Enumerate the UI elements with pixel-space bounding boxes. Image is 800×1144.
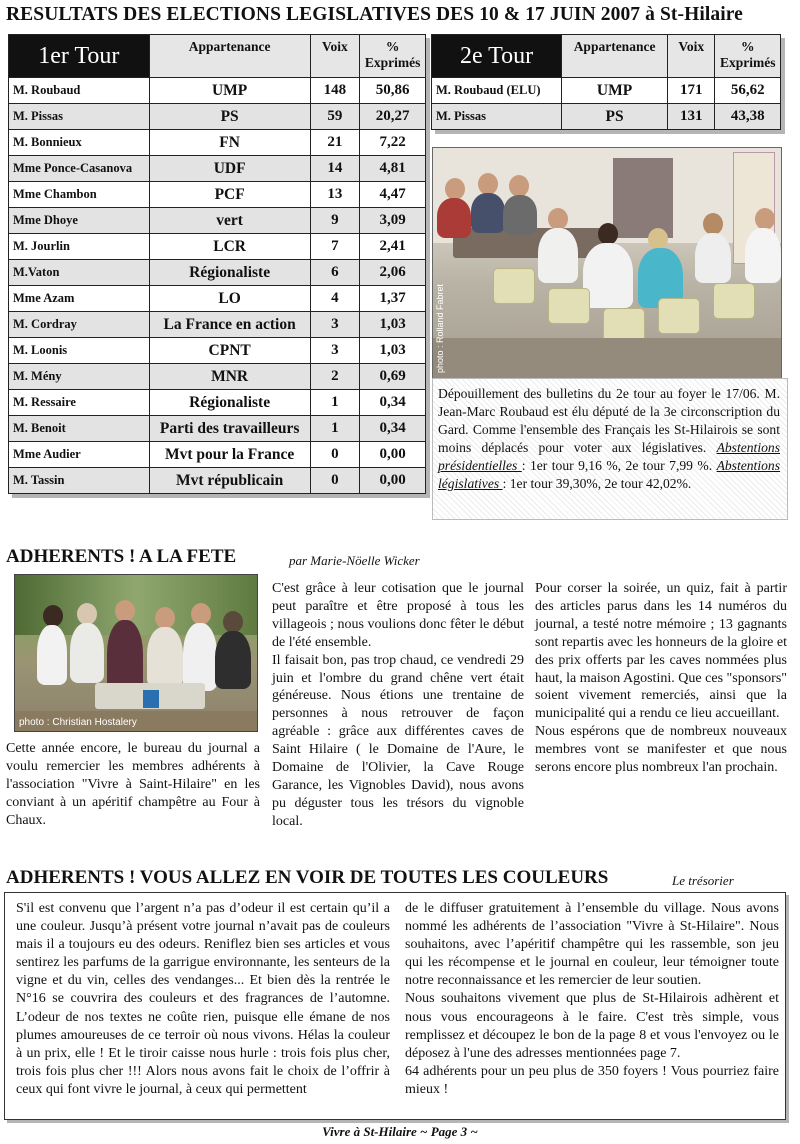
- candidate-votes: 0: [310, 468, 360, 494]
- candidate-percent: 50,86: [360, 78, 426, 104]
- candidate-party: CPNT: [149, 338, 310, 364]
- candidate-name: M. Loonis: [9, 338, 150, 364]
- candidate-votes: 3: [310, 338, 360, 364]
- candidate-name: M. Jourlin: [9, 234, 150, 260]
- candidate-votes: 59: [310, 104, 360, 130]
- candidate-votes: 1: [310, 416, 360, 442]
- table-header-row: [9, 35, 426, 78]
- candidate-name: Mme Azam: [9, 286, 150, 312]
- candidate-name: M. Pissas: [9, 104, 150, 130]
- paragraph: de le diffuser gratuitement à l’ensemble du village. Nous avons nommé les adhérents de l’association "Vivre à St-Hilaire". Nous souhaitons, avec l’apéritif champêtre qui les rassemble, son jeu qui les récompense et le journal en couleur, leur témoigner toute notre reconnaissance et les remercier de leur soutien.: [405, 901, 779, 989]
- photo-credit: photo : Rolland Fabret: [435, 283, 445, 373]
- article-couleurs-col1: S'il est convenu que l’argent n’a pas d’odeur il est certain qu’il a une couleur. Jusqu’à présent votre journal n’avait pas de couleurs mais il a toujours eu des odeurs. Reniflez bien ses articles et vous sentirez les parfums de la garrigue environnante, les senteurs de la vigne et du vin, celles des vendanges... Et bien dès la rentrée le N°16 se couvrira des couleurs et des fragrances de l’automne. L’odeur de nos textes ne coûte rien, puisque elle émane de nos plumes amoureuses de ce terroir où nous vivons. Hélas la couleur à un prix, elle ! Et le tiroir caisse nous hurle : trois fois plus cher, trois fois plus cher !!! Alors nous avons fait le choix de l’offrir à ceux qui font vivre le journal, à ceux qui permettent: [16, 901, 390, 1097]
- table-row: [9, 104, 426, 130]
- candidate-votes: 131: [668, 104, 715, 130]
- candidate-percent: 7,22: [360, 130, 426, 156]
- table-row: [9, 364, 426, 390]
- candidate-party: PCF: [149, 182, 310, 208]
- candidate-votes: 3: [310, 312, 360, 338]
- candidate-percent: 1,03: [360, 338, 426, 364]
- header-voix: Voix: [668, 35, 715, 78]
- caption-abstentions-leg-label: Abstentions législatives: [438, 458, 780, 492]
- candidate-name: M. Bonnieux: [9, 130, 150, 156]
- table-row: [9, 130, 426, 156]
- candidate-party: MNR: [149, 364, 310, 390]
- candidate-percent: 4,81: [360, 156, 426, 182]
- candidate-votes: 6: [310, 260, 360, 286]
- caption-abstentions-pres-label: Abstentions présidentielles: [438, 440, 780, 474]
- candidate-votes: 0: [310, 442, 360, 468]
- table-row: [9, 468, 426, 494]
- candidate-percent: 0,00: [360, 468, 426, 494]
- header-appartenance: Appartenance: [562, 35, 668, 78]
- table-row: [9, 156, 426, 182]
- candidate-party: vert: [149, 208, 310, 234]
- paragraph: Pour corser la soirée, un quiz, fait à partir des articles parus dans les 14 numéros du journal, a testé notre mémoire ; 13 gagnants sont repartis avec les honneurs de la gloire et des prix offerts par les caves nommées plus haut, la maison Agostini. Que ces "sponsors" soient vivement remerciés, ainsi que la municipalité qui a rendu ce lieu accueillant.: [535, 581, 787, 722]
- candidate-votes: 171: [668, 78, 715, 104]
- table-row: [9, 286, 426, 312]
- photo-caption: [438, 385, 780, 494]
- candidate-party: Mvt républicain: [149, 468, 310, 494]
- results-table-tour2: [431, 34, 781, 130]
- candidate-percent: 0,00: [360, 442, 426, 468]
- candidate-name: M. Benoit: [9, 416, 150, 442]
- candidate-party: UMP: [562, 78, 668, 104]
- candidate-name: Mme Dhoye: [9, 208, 150, 234]
- candidate-name: M. Ressaire: [9, 390, 150, 416]
- candidate-percent: 3,09: [360, 208, 426, 234]
- candidate-percent: 0,34: [360, 390, 426, 416]
- table-row: [9, 78, 426, 104]
- table-row: [9, 338, 426, 364]
- candidate-party: Parti des travailleurs: [149, 416, 310, 442]
- caption-text: Dépouillement des bulletins du 2e tour au foyer le 17/06. M. Jean-Marc Roubaud est élu député de la 3e circonscription du Gard. Comme l'ensemble des Français les St-Hilairois se sont moins déplacés pour voter aux législatives.: [438, 386, 780, 456]
- table-row: [9, 234, 426, 260]
- table-row: [9, 312, 426, 338]
- candidate-name: M. Roubaud: [9, 78, 150, 104]
- candidate-votes: 1: [310, 390, 360, 416]
- table-row: [9, 442, 426, 468]
- caption-abstentions-pres: : 1er tour 9,16 %, 2e tour 7,99 %.: [521, 458, 717, 474]
- table-row: [9, 390, 426, 416]
- table-row: [432, 78, 781, 104]
- candidate-votes: 9: [310, 208, 360, 234]
- candidate-party: LCR: [149, 234, 310, 260]
- candidate-name: M. Pissas: [432, 104, 562, 130]
- article-couleurs-col2: [405, 900, 779, 1099]
- article-fete-col3: [535, 580, 787, 777]
- candidate-name: M. Mény: [9, 364, 150, 390]
- paragraph: Il faisait bon, pas trop chaud, ce vendredi 29 juin et l'ombre du grand chêne vert était généreuse. Nous étions une trentaine de personnes à nous retrouver de façon agréable : grâce aux différentes caves de Saint Hilaire ( le Domaine de l'Aure, le Domaine de l'Olivier, la Cave Rouge Garance, les Vignobles David), nous avons pu déguster tous les trésors du vignoble local.: [272, 652, 524, 829]
- candidate-name: M. Cordray: [9, 312, 150, 338]
- paragraph: 64 adhérents pour un peu plus de 350 foyers ! Vous pourriez faire mieux !: [405, 1063, 779, 1097]
- vote-counting-photo: [432, 147, 782, 379]
- candidate-votes: 2: [310, 364, 360, 390]
- candidate-percent: 4,47: [360, 182, 426, 208]
- candidate-percent: 43,38: [715, 104, 781, 130]
- table-row: [432, 104, 781, 130]
- candidate-percent: 1,03: [360, 312, 426, 338]
- candidate-percent: 1,37: [360, 286, 426, 312]
- candidate-party: UDF: [149, 156, 310, 182]
- candidate-party: Régionaliste: [149, 390, 310, 416]
- header-appartenance: Appartenance: [149, 35, 310, 78]
- candidate-name: M. Roubaud (ELU): [432, 78, 562, 104]
- candidate-party: PS: [562, 104, 668, 130]
- page-footer: Vivre à St-Hilaire ~ Page 3 ~: [322, 1124, 478, 1139]
- candidate-percent: 56,62: [715, 78, 781, 104]
- header-pct: % Exprimés: [360, 35, 426, 78]
- photo-credit: photo : Christian Hostalery: [19, 717, 137, 728]
- table-row: [9, 208, 426, 234]
- table-row: [9, 416, 426, 442]
- candidate-percent: 2,06: [360, 260, 426, 286]
- candidate-name: M.Vaton: [9, 260, 150, 286]
- results-table-tour1: [8, 34, 426, 494]
- candidate-votes: 4: [310, 286, 360, 312]
- section-title-couleurs: ADHERENTS ! VOUS ALLEZ EN VOIR DE TOUTES LES COULEURS: [6, 867, 609, 888]
- party-photo: [14, 574, 258, 732]
- table-header-row: [432, 35, 781, 78]
- candidate-votes: 7: [310, 234, 360, 260]
- candidate-votes: 148: [310, 78, 360, 104]
- candidate-votes: 14: [310, 156, 360, 182]
- candidate-percent: 0,34: [360, 416, 426, 442]
- candidate-party: Mvt pour la France: [149, 442, 310, 468]
- candidate-name: Mme Chambon: [9, 182, 150, 208]
- paragraph: C'est grâce à leur cotisation que le journal peut paraître et être proposé à tous les villageois ; nous voulions donc fêter le début de l'été ensemble.: [272, 581, 524, 650]
- candidate-name: Mme Audier: [9, 442, 150, 468]
- candidate-votes: 13: [310, 182, 360, 208]
- section-author: par Marie-Nöelle Wicker: [289, 553, 420, 568]
- section-author: Le trésorier: [672, 873, 734, 888]
- candidate-percent: 20,27: [360, 104, 426, 130]
- candidate-party: La France en action: [149, 312, 310, 338]
- candidate-party: Régionaliste: [149, 260, 310, 286]
- article-fete-col2: [272, 580, 524, 831]
- table-row: [9, 182, 426, 208]
- tour2-label: 2e Tour: [432, 35, 562, 78]
- candidate-percent: 0,69: [360, 364, 426, 390]
- table-row: [9, 260, 426, 286]
- caption-abstentions-leg: : 1er tour 39,30%, 2e tour 42,02%.: [502, 476, 692, 492]
- candidate-party: UMP: [149, 78, 310, 104]
- candidate-party: FN: [149, 130, 310, 156]
- page-title: RESULTATS DES ELECTIONS LEGISLATIVES DES 10 & 17 JUIN 2007 à St-Hilaire: [6, 4, 743, 25]
- section-title-fete: ADHERENTS ! A LA FETE: [6, 546, 237, 567]
- candidate-party: PS: [149, 104, 310, 130]
- candidate-party: LO: [149, 286, 310, 312]
- candidate-name: M. Tassin: [9, 468, 150, 494]
- article-fete-col1: Cette année encore, le bureau du journal a voulu remercier les membres adhérents à l'association "Vivre à Saint-Hilaire" en les conviant à un apéritif champêtre au Four à Chaux.: [6, 741, 260, 828]
- candidate-percent: 2,41: [360, 234, 426, 260]
- candidate-votes: 21: [310, 130, 360, 156]
- paragraph: Nous souhaitons vivement que plus de St-Hilairois adhèrent et nous vous encourageons à le faire. C'est très simple, vous remplissez et découpez le bon de la page 8 et vous l'envoyez ou le déposez à l'une des adresses mentionnées page 7.: [405, 991, 779, 1061]
- header-voix: Voix: [310, 35, 360, 78]
- paragraph: Nous espérons que de nombreux nouveaux membres vont se manifester et que nous serons encore plus nombreux l'an prochain.: [535, 724, 787, 776]
- header-pct: % Exprimés: [715, 35, 781, 78]
- tour1-label: 1er Tour: [9, 35, 150, 78]
- candidate-name: Mme Ponce-Casanova: [9, 156, 150, 182]
